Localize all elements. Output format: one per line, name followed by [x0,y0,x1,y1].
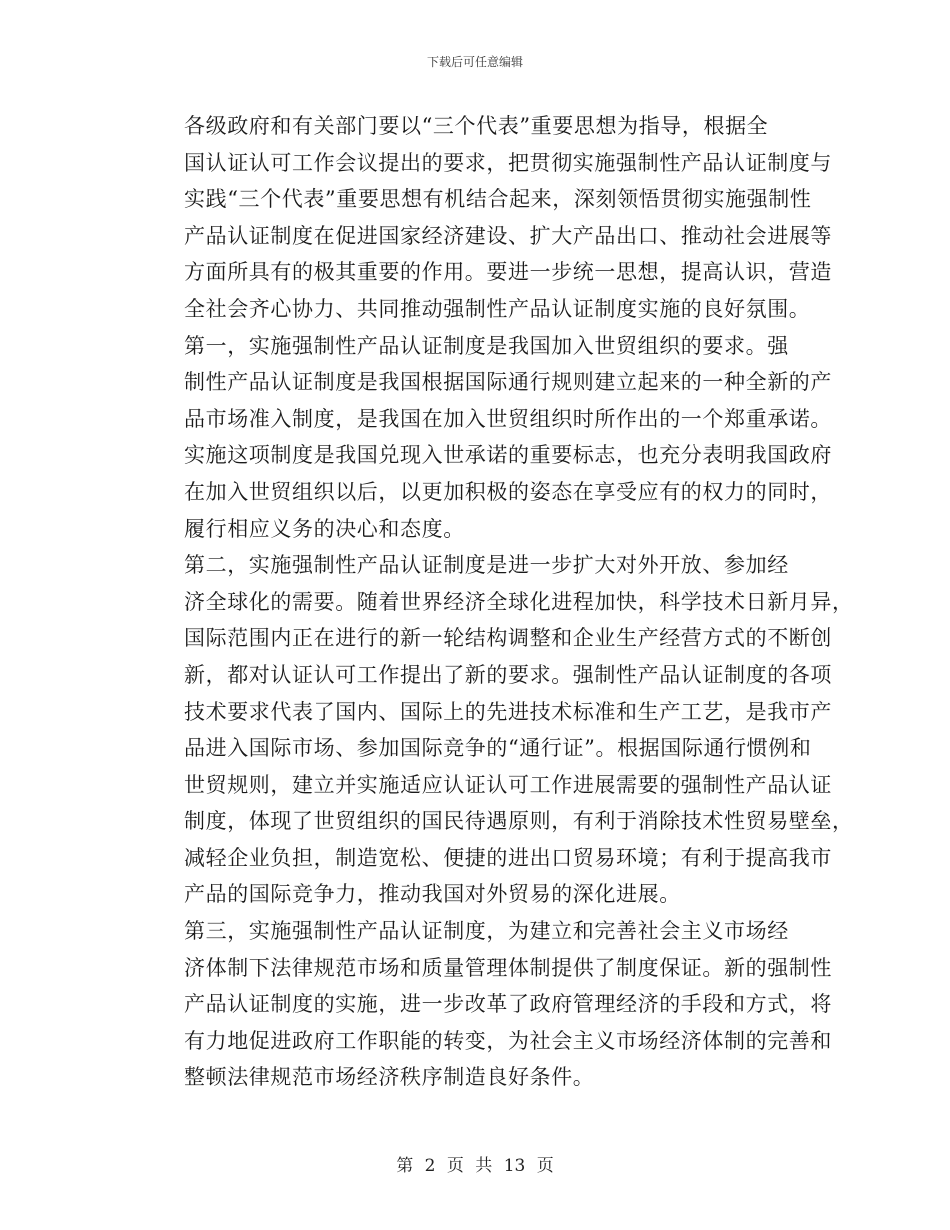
text-line: 第三，实施强制性产品认证制度，为建立和完善社会主义市场经 [184,919,789,944]
paragraph [142,328,832,548]
text-line: 品进入国际市场、参加国际竞争的“通行证”。根据国际通行惯例和 [184,736,812,761]
text-line: 产品认证制度在促进国家经济建设、扩大产品出口、推动社会进展等 [184,223,832,248]
text-line: 减轻企业负担，制造宽松、便捷的进出口贸易环境；有利于提高我市 [184,845,832,870]
text-line: 全社会齐心协力、共同推动强制性产品认证制度实施的良好氛围。 [184,296,811,321]
text-line: 第二，实施强制性产品认证制度是进一步扩大对外开放、参加经 [184,553,789,578]
text-line: 制性产品认证制度是我国根据国际通行规则建立起来的一种全新的产 [184,370,832,395]
text-line: 方面所具有的极其重要的作用。要进一步统一思想，提高认识，营造 [184,260,832,285]
text-line: 有力地促进政府工作职能的转变，为社会主义市场经济体制的完善和 [184,1028,832,1053]
text-line: 国际范围内正在进行的新一轮结构调整和企业生产经营方式的不断创 [184,626,832,651]
paragraph [142,913,832,1096]
text-line: 新，都对认证认可工作提出了新的要求。强制性产品认证制度的各项 [184,662,832,687]
text-line: 品市场准入制度，是我国在加入世贸组织时所作出的一个郑重承诺。 [184,406,832,431]
text-line: 技术要求代表了国内、国际上的先进技术标准和生产工艺，是我市产 [184,699,832,724]
text-line: 实施这项制度是我国兑现入世承诺的重要标志，也充分表明我国政府 [184,443,832,468]
text-line: 整顿法律规范市场经济秩序制造良好条件。 [184,1065,595,1090]
paragraph [142,547,854,913]
document-body [142,108,854,1096]
text-line: 实践“三个代表”重要思想有机结合起来，深刻领悟贯彻实施强制性 [184,187,812,212]
text-line: 济体制下法律规范市场和质量管理体制提供了制度保证。新的强制性 [184,955,832,980]
text-line: 各级政府和有关部门要以“三个代表”重要思想为指导，根据全 [184,114,769,138]
text-line: 世贸规则，建立并实施适应认证认可工作进展需要的强制性产品认证 [184,772,832,797]
text-line: 在加入世贸组织以后，以更加积极的姿态在享受应有的权力的同时， [184,479,832,504]
text-line: 履行相应义务的决心和态度。 [184,516,465,541]
page-number: 第 2 页 共 13 页 [396,1156,554,1176]
text-line: 国认证认可工作会议提出的要求，把贯彻实施强制性产品认证制度与 [184,150,832,175]
text-line: 第一，实施强制性产品认证制度是我国加入世贸组织的要求。强 [184,333,789,358]
text-line: 制度，体现了世贸组织的国民待遇原则，有利于消除技术性贸易壁垒， [184,809,854,834]
paragraph [142,108,832,328]
text-line: 产品的国际竞争力，推动我国对外贸易的深化进展。 [184,882,681,907]
page-header: 下载后可任意编辑 [426,55,523,69]
text-line: 济全球化的需要。随着世界经济全球化进程加快，科学技术日新月异， [184,589,854,614]
text-line: 产品认证制度的实施，进一步改革了政府管理经济的手段和方式，将 [184,992,832,1017]
